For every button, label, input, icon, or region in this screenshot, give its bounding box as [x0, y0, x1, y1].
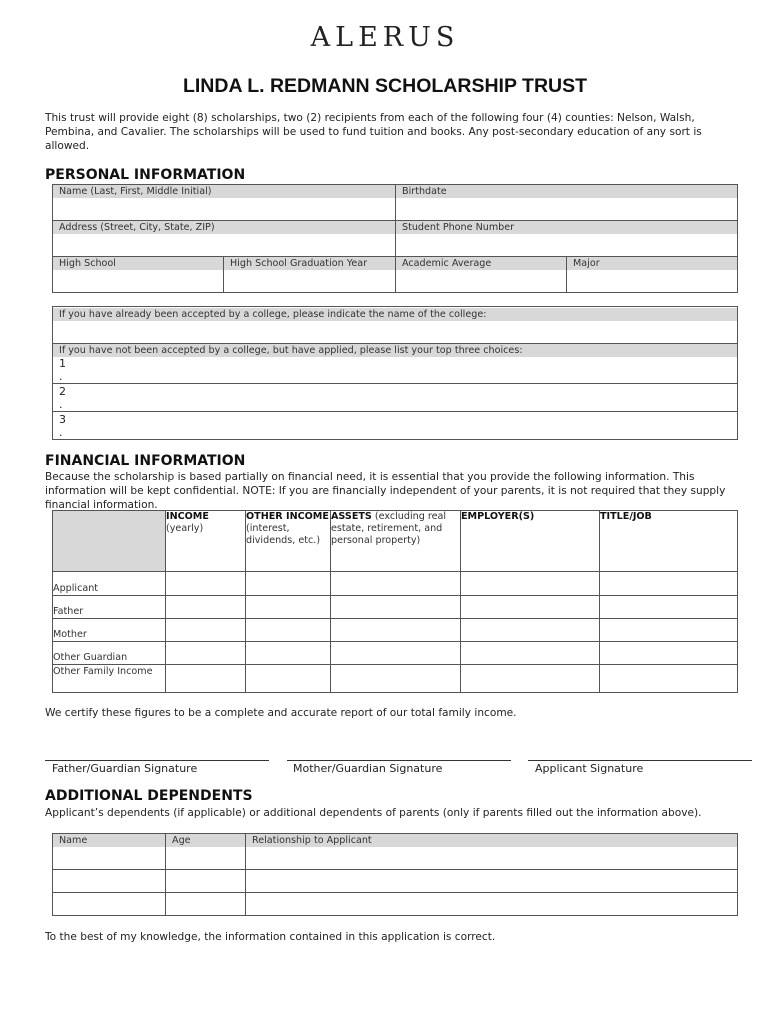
- financial-table: [52, 510, 738, 693]
- table-row: [53, 665, 738, 693]
- guardian-income-cell[interactable]: [166, 642, 246, 665]
- closing-statement: To the best of my knowledge, the information contained in this application is correct.: [45, 931, 496, 943]
- row-label-applicant: Applicant: [53, 572, 166, 596]
- choice-3-field[interactable]: [53, 412, 738, 440]
- mother-employer-cell[interactable]: [461, 619, 600, 642]
- phone-label: Student Phone Number: [396, 221, 737, 234]
- employer-header: EMPLOYER(S): [461, 511, 600, 572]
- row-label-mother: Mother: [53, 619, 166, 642]
- dependents-heading: ADDITIONAL DEPENDENTS: [45, 788, 253, 804]
- applicant-income-cell[interactable]: [166, 572, 246, 596]
- dependent-relationship-cell[interactable]: [246, 870, 738, 893]
- name-field[interactable]: [53, 185, 396, 221]
- income-header: INCOME (yearly): [166, 511, 246, 572]
- birthdate-label: Birthdate: [396, 185, 737, 198]
- alerus-logo: ALERUS: [310, 22, 460, 53]
- family-other-income-cell[interactable]: [246, 665, 331, 693]
- title-job-header: TITLE/JOB: [600, 511, 738, 572]
- father-other-income-cell[interactable]: [246, 596, 331, 619]
- guardian-other-income-cell[interactable]: [246, 642, 331, 665]
- mother-assets-cell[interactable]: [331, 619, 461, 642]
- applicant-signature-line[interactable]: [528, 760, 752, 761]
- mother-other-income-cell[interactable]: [246, 619, 331, 642]
- address-label: Address (Street, City, State, ZIP): [53, 221, 395, 234]
- assets-header: ASSETS (excluding real estate, retirement, and personal property): [331, 511, 461, 572]
- applicant-signature-label: Applicant Signature: [535, 762, 644, 775]
- guardian-employer-cell[interactable]: [461, 642, 600, 665]
- table-row: [53, 870, 738, 893]
- table-row: [53, 642, 738, 665]
- father-assets-cell[interactable]: [331, 596, 461, 619]
- accepted-college-label: If you have already been accepted by a college, please indicate the name of the college:: [53, 308, 737, 321]
- choice-3-number: 3 .: [59, 413, 66, 439]
- dependent-age-cell[interactable]: [166, 893, 246, 916]
- choice-1-field[interactable]: [53, 344, 738, 384]
- family-employer-cell[interactable]: [461, 665, 600, 693]
- grad-year-label: High School Graduation Year: [224, 257, 395, 270]
- name-label: Name (Last, First, Middle Initial): [53, 185, 395, 198]
- applicant-other-income-cell[interactable]: [246, 572, 331, 596]
- father-income-cell[interactable]: [166, 596, 246, 619]
- guardian-assets-cell[interactable]: [331, 642, 461, 665]
- family-income-cell[interactable]: [166, 665, 246, 693]
- dependent-age-cell[interactable]: [166, 834, 246, 870]
- birthdate-field[interactable]: [396, 185, 738, 221]
- father-employer-cell[interactable]: [461, 596, 600, 619]
- choice-2-number: 2 .: [59, 385, 66, 411]
- phone-field[interactable]: [396, 221, 738, 257]
- father-signature-line[interactable]: [45, 760, 269, 761]
- other-income-header: OTHER INCOME (interest, dividends, etc.): [246, 511, 331, 572]
- grad-year-field[interactable]: [224, 257, 396, 293]
- row-label-other-family-income: Other Family Income: [53, 665, 166, 693]
- dependent-relationship-cell[interactable]: [246, 893, 738, 916]
- high-school-label: High School: [53, 257, 223, 270]
- dependents-intro-text: Applicant’s dependents (if applicable) or additional dependents of parents (only if parents filled out the information above).: [45, 807, 702, 819]
- financial-intro-text: Because the scholarship is based partially on financial need, it is essential that you provide the following information. This information will be kept confidential. NOTE: If you are financially independent of your parents, it is not required that they supply financial information.: [45, 471, 726, 511]
- dependents-table: [52, 833, 738, 916]
- father-title-cell[interactable]: [600, 596, 738, 619]
- personal-info-heading: PERSONAL INFORMATION: [45, 167, 246, 183]
- table-row: [53, 596, 738, 619]
- applicant-assets-cell[interactable]: [331, 572, 461, 596]
- major-label: Major: [567, 257, 737, 270]
- college-table: [52, 306, 738, 440]
- academic-average-label: Academic Average: [396, 257, 566, 270]
- applicant-employer-cell[interactable]: [461, 572, 600, 596]
- major-field[interactable]: [567, 257, 738, 293]
- family-assets-cell[interactable]: [331, 665, 461, 693]
- table-row: [53, 572, 738, 596]
- row-label-other-guardian: Other Guardian: [53, 642, 166, 665]
- financial-corner-cell: [53, 511, 166, 572]
- mother-title-cell[interactable]: [600, 619, 738, 642]
- mother-income-cell[interactable]: [166, 619, 246, 642]
- applied-colleges-label: If you have not been accepted by a college, but have applied, please list your top three choices:: [53, 344, 737, 357]
- table-row: [53, 619, 738, 642]
- dependent-age-label: Age: [166, 834, 245, 847]
- guardian-title-cell[interactable]: [600, 642, 738, 665]
- address-field[interactable]: [53, 221, 396, 257]
- certify-text: We certify these figures to be a complete and accurate report of our total family income.: [45, 707, 517, 719]
- academic-average-field[interactable]: [396, 257, 567, 293]
- financial-info-heading: FINANCIAL INFORMATION: [45, 453, 246, 469]
- family-title-cell[interactable]: [600, 665, 738, 693]
- high-school-field[interactable]: [53, 257, 224, 293]
- father-signature-label: Father/Guardian Signature: [52, 762, 198, 775]
- dependent-relationship-label: Relationship to Applicant: [246, 834, 737, 847]
- dependent-name-cell[interactable]: [53, 834, 166, 870]
- mother-signature-label: Mother/Guardian Signature: [293, 762, 443, 775]
- choice-1-number: 1 .: [59, 357, 66, 383]
- applicant-title-cell[interactable]: [600, 572, 738, 596]
- personal-info-table: [52, 184, 738, 293]
- dependent-name-label: Name: [53, 834, 165, 847]
- page-title: LINDA L. REDMANN SCHOLARSHIP TRUST: [182, 75, 588, 97]
- row-label-father: Father: [53, 596, 166, 619]
- table-row: [53, 893, 738, 916]
- dependent-name-cell[interactable]: [53, 870, 166, 893]
- accepted-college-field[interactable]: [53, 307, 738, 344]
- dependent-name-cell[interactable]: [53, 893, 166, 916]
- choice-2-field[interactable]: [53, 384, 738, 412]
- dependent-relationship-cell[interactable]: [246, 834, 738, 870]
- mother-signature-line[interactable]: [287, 760, 511, 761]
- intro-text: This trust will provide eight (8) scholarships, two (2) recipients from each of the following four (4) counties: Nelson, Walsh, Pembina, and Cavalier. The scholarships will be used to fund tuition and books. Any post-secondary education of any sort is allowed.: [45, 112, 702, 152]
- dependent-age-cell[interactable]: [166, 870, 246, 893]
